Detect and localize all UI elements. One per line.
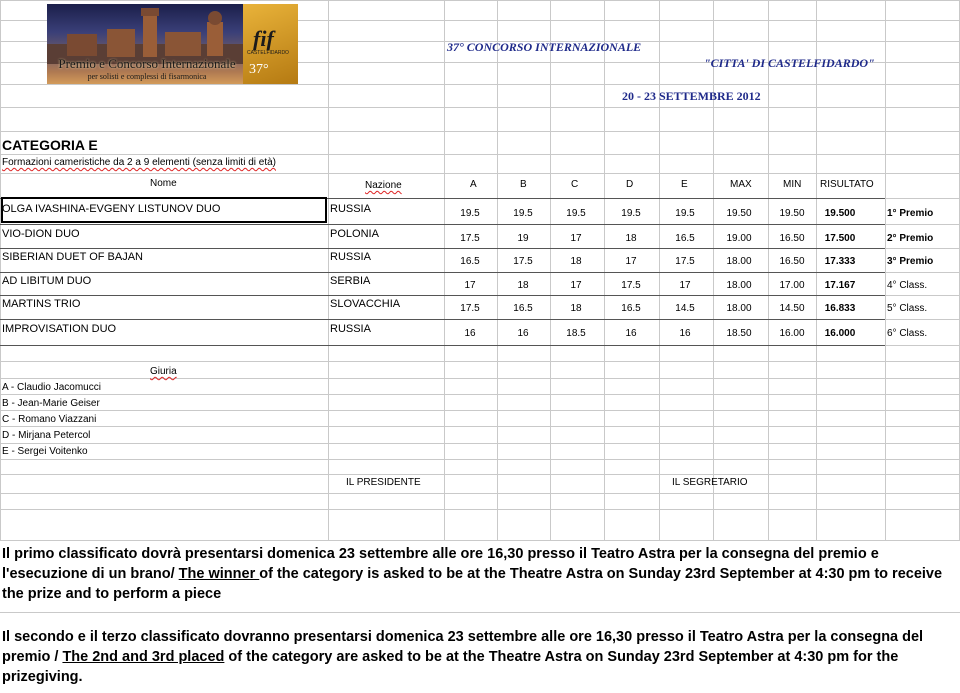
row-score-c: 17 xyxy=(570,280,582,291)
placed-note-it: Il secondo e il terzo classificato dovranno presentarsi domenica 23 settembre alle ore 16,30 presso il Teatro Astra per la consegna del premio / xyxy=(2,629,924,665)
secretary-label: IL SEGRETARIO xyxy=(672,477,748,488)
row-score-c: 18 xyxy=(570,256,582,267)
row-score-max: 18.50 xyxy=(726,328,752,339)
winner-note-en-underlined: The winner xyxy=(178,566,260,582)
row-score-c: 18 xyxy=(570,303,582,314)
castle-skyline-image xyxy=(47,4,243,64)
row-place: 3° Premio xyxy=(887,256,934,267)
row-result: 17.500 xyxy=(824,233,856,244)
header-name: Nome xyxy=(150,178,177,189)
row-place: 6° Class. xyxy=(887,328,928,339)
jury-title: Giuria xyxy=(150,366,177,377)
row-score-d: 18 xyxy=(625,233,637,244)
row-score-min: 17.00 xyxy=(779,280,805,291)
jury-member: E - Sergei Voitenko xyxy=(2,446,88,457)
row-nation: RUSSIA xyxy=(330,251,371,263)
row-score-e: 14.5 xyxy=(675,303,695,314)
row-score-c: 18.5 xyxy=(566,328,586,339)
row-name: AD LIBITUM DUO xyxy=(2,275,92,287)
row-name: VIO-DION DUO xyxy=(2,228,80,240)
header-b: B xyxy=(520,179,527,190)
row-score-e: 19.5 xyxy=(675,208,695,219)
row-name: SIBERIAN DUET OF BAJAN xyxy=(2,251,143,263)
row-score-e: 16.5 xyxy=(675,233,695,244)
placed-note-en-underlined: The 2nd and 3rd placed xyxy=(62,649,225,665)
row-score-d: 19.5 xyxy=(621,208,641,219)
row-score-d: 16.5 xyxy=(621,303,641,314)
row-score-d: 17.5 xyxy=(621,280,641,291)
row-score-a: 16 xyxy=(464,328,476,339)
jury-member: B - Jean-Marie Geiser xyxy=(2,398,100,409)
row-nation: POLONIA xyxy=(330,228,379,240)
competition-title: 37° CONCORSO INTERNAZIONALE xyxy=(447,40,642,54)
row-name: MARTINS TRIO xyxy=(2,298,81,310)
header-nation: Nazione xyxy=(365,180,402,191)
row-score-min: 19.50 xyxy=(779,208,805,219)
row-score-b: 19.5 xyxy=(513,208,533,219)
row-score-a: 19.5 xyxy=(460,208,480,219)
row-score-max: 18.00 xyxy=(726,280,752,291)
row-score-d: 17 xyxy=(625,256,637,267)
row-score-max: 19.00 xyxy=(726,233,752,244)
selected-cell[interactable] xyxy=(1,197,327,223)
row-score-e: 17.5 xyxy=(675,256,695,267)
logo-title: Premio e Concorso Internazionale xyxy=(58,56,236,71)
row-score-a: 16.5 xyxy=(460,256,480,267)
row-score-c: 19.5 xyxy=(566,208,586,219)
competition-dates: 20 - 23 SETTEMBRE 2012 xyxy=(622,89,761,103)
row-score-min: 16.50 xyxy=(779,256,805,267)
placed-note-en: of the category are asked to be at the Theatre Astra on Sunday 23rd September at 4:30 pm for the prizegiving. xyxy=(2,649,899,685)
category-title: CATEGORIA E xyxy=(2,137,98,153)
row-score-a: 17 xyxy=(464,280,476,291)
row-score-b: 19 xyxy=(517,233,529,244)
row-place: 1° Premio xyxy=(887,208,934,219)
row-result: 16.000 xyxy=(824,328,856,339)
row-score-a: 17.5 xyxy=(460,303,480,314)
row-score-min: 14.50 xyxy=(779,303,805,314)
row-place: 5° Class. xyxy=(887,303,928,314)
jury-member: C - Romano Viazzani xyxy=(2,414,97,425)
category-subtitle: Formazioni cameristiche da 2 a 9 elementi (senza limiti di età) xyxy=(2,157,276,168)
row-score-min: 16.50 xyxy=(779,233,805,244)
row-score-e: 17 xyxy=(679,280,691,291)
jury-member: D - Mirjana Petercol xyxy=(2,430,91,441)
logo-subtitle: per solisti e complessi di fisarmonica xyxy=(87,72,207,81)
competition-city: "CITTA' DI CASTELFIDARDO" xyxy=(704,56,875,70)
header-max: MAX xyxy=(730,179,752,190)
row-score-c: 17 xyxy=(570,233,582,244)
row-score-e: 16 xyxy=(679,328,691,339)
header-min: MIN xyxy=(783,179,802,190)
row-result: 19.500 xyxy=(824,208,856,219)
placed-note xyxy=(2,627,958,687)
winner-note-it: Il primo classificato dovrà presentarsi domenica 23 settembre alle ore 16,30 presso il Teatro Astra per la consegna del premio e l'esecuzione di un brano/ xyxy=(2,546,879,582)
logo-castelfidardo-caption: CASTELFIDARDO xyxy=(247,50,289,56)
row-score-d: 16 xyxy=(625,328,637,339)
row-score-a: 17.5 xyxy=(460,233,480,244)
row-score-b: 16.5 xyxy=(513,303,533,314)
president-label: IL PRESIDENTE xyxy=(346,477,421,488)
header-c: C xyxy=(571,179,579,190)
row-result: 17.167 xyxy=(824,280,856,291)
header-a: A xyxy=(470,179,477,190)
row-name: IMPROVISATION DUO xyxy=(2,323,117,335)
row-nation: RUSSIA xyxy=(330,323,371,335)
header-d: D xyxy=(626,179,634,190)
row-nation: RUSSIA xyxy=(330,203,371,215)
winner-note-en: of the category is asked to be at the Theatre Astra on Sunday 23rd September at 4:30 pm to receive the prize and to perform a piece xyxy=(2,566,943,602)
row-name: OLGA IVASHINA-EVGENY LISTUNOV DUO xyxy=(2,203,221,215)
row-score-b: 18 xyxy=(517,280,529,291)
row-score-b: 17.5 xyxy=(513,256,533,267)
header-e: E xyxy=(681,179,688,190)
row-result: 17.333 xyxy=(824,256,856,267)
edition-number: 37° xyxy=(249,62,269,77)
row-nation: SLOVACCHIA xyxy=(330,298,401,310)
row-score-max: 19.50 xyxy=(726,208,752,219)
fif-mark: fif xyxy=(253,26,274,51)
header-result: RISULTATO xyxy=(820,179,874,190)
winner-note xyxy=(2,544,958,604)
row-place: 2° Premio xyxy=(887,233,934,244)
row-place: 4° Class. xyxy=(887,280,928,291)
row-score-min: 16.00 xyxy=(779,328,805,339)
row-result: 16.833 xyxy=(824,303,856,314)
row-nation: SERBIA xyxy=(330,275,371,287)
row-score-b: 16 xyxy=(517,328,529,339)
jury-member: A - Claudio Jacomucci xyxy=(2,382,101,393)
row-score-max: 18.00 xyxy=(726,256,752,267)
competition-logo xyxy=(47,4,298,84)
row-score-max: 18.00 xyxy=(726,303,752,314)
